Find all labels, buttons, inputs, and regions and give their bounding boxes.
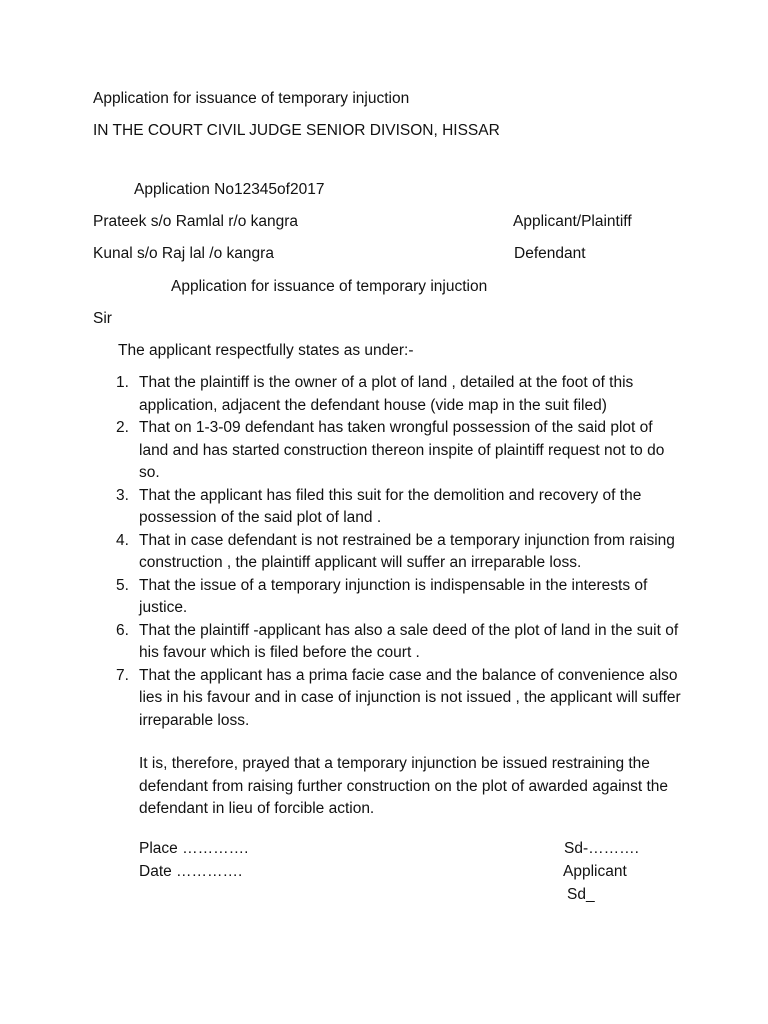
point-number: 5. — [116, 576, 129, 594]
point-number: 4. — [116, 531, 129, 549]
subject-line: Application for issuance of temporary injuction — [171, 278, 488, 295]
point-text: That the applicant has a prima facie case and the balance of convenience also lies in his favour and in case of injunction is not issued , the applicant will suffer irreparable loss. — [139, 666, 681, 729]
list-item — [116, 417, 686, 485]
defendant-role: Defendant — [514, 245, 586, 262]
point-number: 7. — [116, 666, 129, 684]
list-item — [116, 530, 686, 575]
application-number: Application No12345of2017 — [134, 181, 325, 198]
point-number: 2. — [116, 419, 129, 436]
point-text: That the plaintiff -applicant has also a sale deed of the plot of land in the suit of his favour which is filed before the court . — [139, 621, 679, 661]
point-text: That the applicant has filed this suit for the demolition and recovery of the possession of the said plot of land . — [139, 486, 642, 526]
applicant-name: Prateek s/o Ramlal r/o kangra — [93, 213, 299, 230]
point-text: That on 1-3-09 defendant has taken wrongful possession of the said plot of land and has started construction thereon inspite of plaintiff request not to do so. — [139, 419, 665, 481]
list-item — [116, 620, 686, 665]
point-text: That the plaintiff is the owner of a plot of land , detailed at the foot of this application, adjacent the defendant house (vide map in the suit filed) — [139, 374, 634, 414]
document-heading: Application for issuance of temporary injuction — [93, 90, 410, 107]
points-list — [116, 372, 686, 732]
salutation: Sir — [93, 310, 112, 327]
date-field: Date …………. — [139, 863, 243, 880]
applicant-label: Applicant — [563, 863, 627, 880]
list-item — [116, 575, 686, 620]
point-number: 6. — [116, 621, 129, 639]
court-name: IN THE COURT CIVIL JUDGE SENIOR DIVISON, HISSAR — [93, 122, 500, 139]
defendant-name: Kunal s/o Raj lal /o kangra — [93, 245, 274, 262]
intro-statement: The applicant respectfully states as under:- — [118, 342, 414, 359]
applicant-role: Applicant/Plaintiff — [513, 213, 632, 230]
point-text: That the issue of a temporary injunction is indispensable in the interests of justice. — [139, 576, 648, 616]
signature-line: Sd-………. — [564, 840, 639, 857]
prayer-paragraph: It is, therefore, prayed that a temporary injunction be issued restraining the defendant from raising further construction on the plot of awarded against the defendant in lieu of forcible action. — [139, 755, 669, 817]
list-item — [116, 372, 686, 417]
point-text: That in case defendant is not restrained be a temporary injunction from raising construction , the plaintiff applicant will suffer an irreparable loss. — [139, 531, 675, 571]
point-number: 3. — [116, 486, 129, 504]
list-item — [116, 665, 686, 733]
signature-mark: Sd_ — [567, 886, 595, 903]
place-field: Place …………. — [139, 840, 249, 857]
point-number: 1. — [116, 374, 129, 391]
list-item — [116, 485, 686, 530]
